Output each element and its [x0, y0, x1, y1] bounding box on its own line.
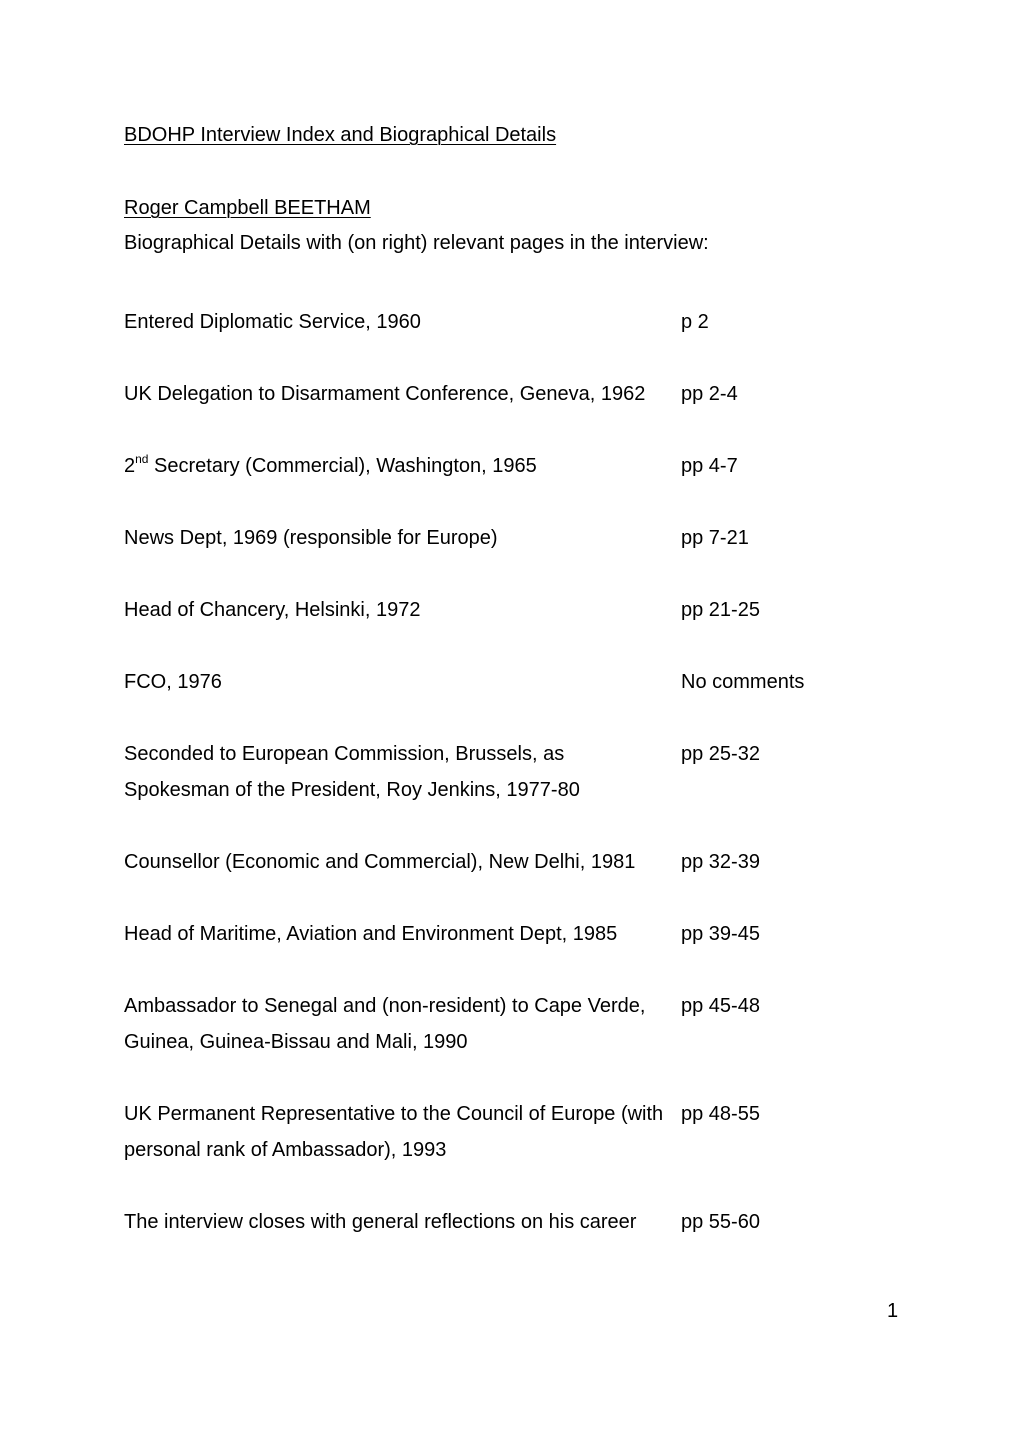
- entry-description: Entered Diplomatic Service, 1960: [124, 311, 421, 333]
- entry-page-reference: pp 39-45: [681, 923, 760, 945]
- entry-description: UK Delegation to Disarmament Conference, Geneva, 1962: [124, 383, 646, 405]
- list-item: [124, 988, 904, 1060]
- list-item: [124, 736, 904, 808]
- entry-description-text: Secretary (Commercial), Washington, 1965: [148, 455, 537, 477]
- entry-page-reference: pp 2-4: [681, 383, 738, 405]
- entry-description: [124, 448, 664, 484]
- entry-description: News Dept, 1969 (responsible for Europe): [124, 527, 498, 549]
- entry-page-reference: pp 55-60: [681, 1211, 760, 1233]
- entry-description: Head of Chancery, Helsinki, 1972: [124, 599, 421, 621]
- entry-description: Counsellor (Economic and Commercial), New Delhi, 1981: [124, 851, 636, 873]
- biography-entries: [124, 304, 904, 1240]
- entry-description: Seconded to European Commission, Brussels, as Spokesman of the President, Roy Jenkins, 1977-80: [124, 743, 580, 801]
- list-item: [124, 376, 904, 412]
- entry-description: The interview closes with general reflections on his career: [124, 1211, 637, 1233]
- entry-page-reference: pp 48-55: [681, 1103, 760, 1125]
- list-item: [124, 844, 904, 880]
- list-item: [124, 916, 904, 952]
- list-item: [124, 664, 904, 700]
- entry-description: Head of Maritime, Aviation and Environment Dept, 1985: [124, 923, 618, 945]
- list-item: [124, 304, 904, 340]
- list-item: [124, 1204, 904, 1240]
- entry-page-reference: pp 4-7: [681, 455, 738, 477]
- entry-description: Ambassador to Senegal and (non-resident) to Cape Verde, Guinea, Guinea-Bissau and Mali, 1990: [124, 995, 646, 1053]
- list-item: [124, 1096, 904, 1168]
- entry-page-reference: No comments: [681, 671, 805, 693]
- list-item: [124, 520, 904, 556]
- entry-description: FCO, 1976: [124, 671, 222, 693]
- entry-page-reference: pp 32-39: [681, 851, 760, 873]
- entry-ordinal: 2: [124, 455, 136, 477]
- entry-description: UK Permanent Representative to the Council of Europe (with personal rank of Ambassador), 1993: [124, 1103, 664, 1161]
- entry-page-reference: pp 21-25: [681, 599, 760, 621]
- entry-page-reference: p 2: [681, 311, 709, 333]
- entry-page-reference: pp 7-21: [681, 527, 749, 549]
- document-title: BDOHP Interview Index and Biographical Details: [124, 124, 557, 146]
- list-item: [124, 448, 904, 484]
- page-number: 1: [887, 1300, 899, 1322]
- list-item: [124, 592, 904, 628]
- document-subtitle: Biographical Details with (on right) relevant pages in the interview:: [124, 232, 709, 254]
- entry-ordinal-suffix: nd: [135, 452, 149, 466]
- person-name: Roger Campbell BEETHAM: [124, 197, 371, 219]
- entry-page-reference: pp 45-48: [681, 995, 760, 1017]
- entry-page-reference: pp 25-32: [681, 743, 760, 765]
